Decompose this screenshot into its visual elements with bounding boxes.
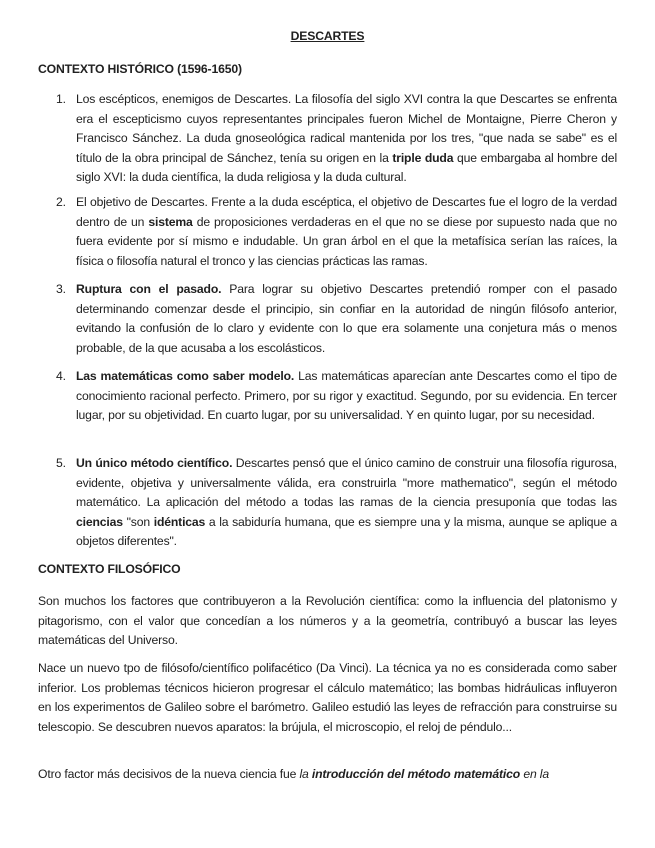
text-run: Los escépticos, enemigos de Descartes. La filosofía del siglo XVI contra la que Descartes se enfrenta era el escepticismo cuyos representantes principales fueron Michel de Montaigne, Pierre Cheron y Francisco Sánchez. La duda gnoseológica radical mantenida por los tres, "que nada se sabe" es el título de la obra principal de Sánchez, tenía su origen en la	[76, 92, 617, 165]
list-item	[56, 90, 617, 188]
bold-text: triple duda	[392, 150, 454, 165]
list-number: 5.	[56, 456, 66, 470]
text-run: que embargaba al hombre del siglo XVI: la duda científica, la duda religiosa y la duda cultural.	[76, 150, 617, 184]
text-run: de proposiciones verdaderas en el que no se diese por supuesto nada que no fuera evidente por sí mismo e indudable. Un gran árbol en el que la metafísica serían las raíces, la física o filosofía natural el tronco y las ciencias prácticas las ramas.	[76, 214, 617, 268]
list-number: 2.	[56, 195, 66, 209]
list-number: 4.	[56, 369, 66, 383]
section-heading-filosofico: CONTEXTO FILOSÓFICO	[38, 562, 181, 576]
bold-text: sistema	[148, 214, 193, 229]
text-run: Descartes pensó que el único camino de construir una filosofía rigurosa, evidente, objetiva y universalmente válida, era construirla "more mathematico", según el método matemático. La aplicación del método a todas las ramas de la ciencia presuponía que todas las	[76, 456, 618, 509]
bold-text: Ruptura con el pasado.	[76, 282, 222, 296]
paragraph	[38, 659, 617, 737]
paragraph	[38, 592, 617, 651]
text-run: "son	[122, 514, 154, 529]
list-item	[56, 193, 617, 271]
bold-text: introducción del método matemático	[311, 767, 521, 781]
bold-text: Las matemáticas como saber modelo.	[76, 369, 295, 383]
list-item	[56, 280, 617, 358]
paragraph	[38, 765, 617, 785]
list-item	[56, 454, 618, 552]
text-run: a la sabiduría humana, que es siempre una y la misma, aunque se aplique a objetos diferentes".	[76, 514, 617, 548]
italic-text: en la	[520, 767, 549, 781]
list-number: 1.	[56, 92, 66, 106]
list-item	[56, 367, 617, 426]
italic-text: la	[299, 767, 312, 781]
list-number: 3.	[56, 282, 66, 296]
bold-text: ciencias	[76, 514, 123, 529]
text-run: Las matemáticas aparecían ante Descartes como el tipo de conocimiento racional perfecto. Primero, por su rigor y exactitud. Segundo, por su evidencia. En tercer lugar, por su objetividad. En cuarto lugar, por su universalidad. Y en quinto lugar, por su necesidad.	[76, 369, 617, 422]
section-heading-historico: CONTEXTO HISTÓRICO (1596-1650)	[38, 62, 242, 76]
text-run: Son muchos los factores que contribuyeron a la Revolución científica: como la influencia del platonismo y pitagorismo, con el valor que concedían a los números y a la geometría, contribuyó a buscar las leyes matemáticas del Universo.	[38, 594, 617, 647]
document-title: DESCARTES	[290, 29, 365, 43]
text-run: El objetivo de Descartes. Frente a la duda escéptica, el objetivo de Descartes fue el logro de la verdad dentro de un	[76, 195, 617, 229]
text-run: Para lograr su objetivo Descartes pretendió romper con el pasado determinando comenzar desde el principio, sin confiar en la autoridad de ningún filósofo anterior, evitando la confusión de lo claro y evidente con lo que era solamente una conjetura más o menos probable, de la que acusaba a los escolásticos.	[76, 282, 617, 355]
bold-text: Un único método científico.	[76, 456, 233, 470]
text-run: Nace un nuevo tpo de filósofo/científico polifacético (Da Vinci). La técnica ya no es considerada como saber inferior. Los problemas técnicos hicieron progresar el cálculo matemático; las bombas hidráulicas influyeron en los experimentos de Galileo sobre el barómetro. Galileo estudió las leyes de refracción para construirse su telescopio. Se descubren nuevos aparatos: la brújula, el microscopio, el reloj de péndulo...	[38, 661, 617, 734]
bold-text: idénticas	[153, 514, 206, 529]
text-run: Otro factor más decisivos de la nueva ciencia fue	[38, 767, 300, 781]
